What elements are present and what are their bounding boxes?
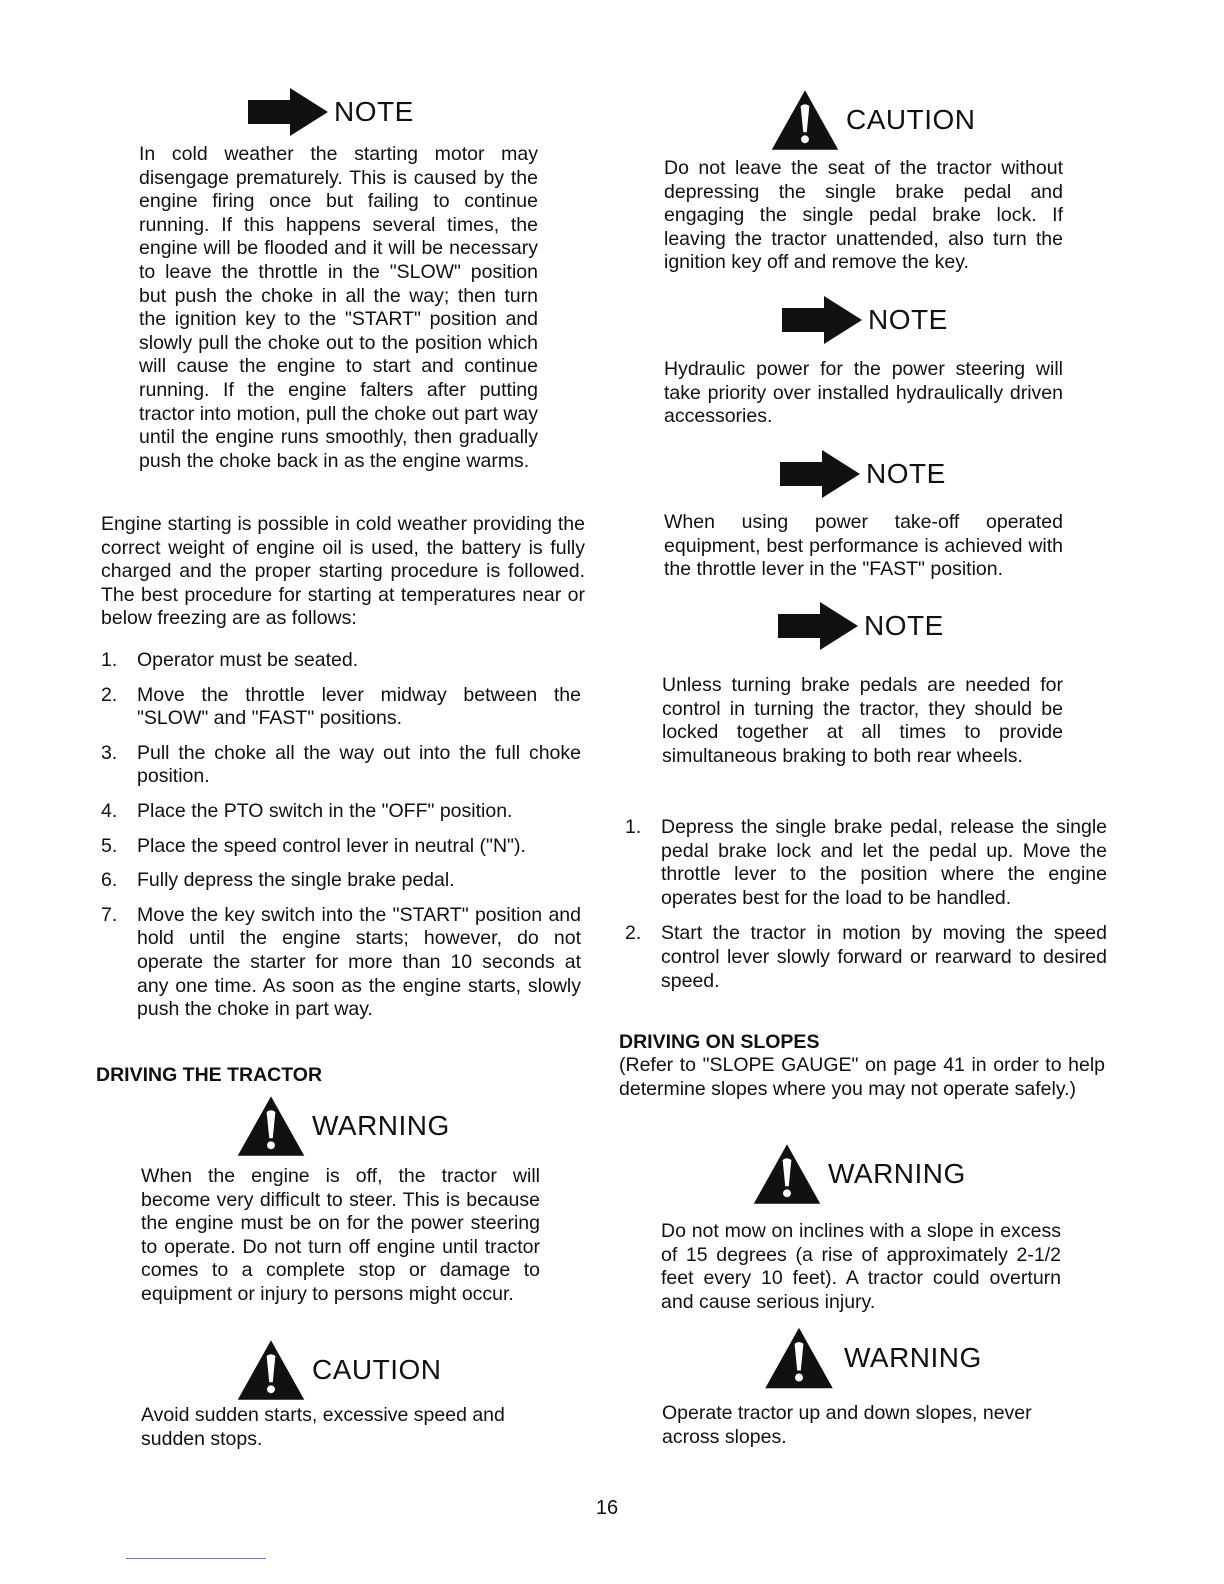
- list-item: 1. Depress the single brake pedal, release the single pedal brake lock and let the pedal up. Move the throttle lever to the position where the engine operates best for the load to be handled.: [625, 816, 1107, 909]
- note-label: NOTE: [864, 610, 944, 641]
- note-text-pto: When using power take-off operated equipment, best performance is achieved with the throttle lever in the "FAST" position.: [664, 511, 1063, 581]
- note-header-1: [248, 88, 414, 136]
- caution-text-seat: Do not leave the seat of the tractor without depressing the single brake pedal and engaging the single pedal brake lock. If leaving the tractor unattended, also turn the ignition key off and remove the key.: [664, 157, 1063, 274]
- arrow-icon: [782, 296, 862, 344]
- warning-label: WARNING: [312, 1110, 450, 1141]
- driving-slopes-heading: DRIVING ON SLOPES: [619, 1031, 820, 1053]
- footer-rule: [126, 1558, 266, 1559]
- list-item: 5. Place the speed control lever in neutral ("N").: [101, 834, 526, 857]
- list-item: 2. Start the tractor in motion by moving the speed control lever slowly forward or rearward to desired speed.: [625, 922, 1107, 992]
- arrow-icon: [248, 88, 328, 136]
- warning-header-3: [760, 1326, 982, 1390]
- list-item: 2. Move the throttle lever midway between the "SLOW" and "FAST" positions.: [101, 683, 581, 730]
- warning-text-inclines: Do not mow on inclines with a slope in excess of 15 degrees (a rise of approximately 2-1/2 feet every 10 feet). A tractor could overturn and cause serious injury.: [661, 1220, 1061, 1313]
- list-item: 3. Pull the choke all the way out into the full choke position.: [101, 741, 581, 788]
- warning-icon: [752, 1142, 822, 1206]
- warning-icon: [760, 1326, 838, 1390]
- caution-header-2: [236, 1338, 442, 1402]
- note-header-4: [778, 602, 944, 650]
- note-text-cold-weather: In cold weather the starting motor may disengage prematurely. This is caused by the engine firing once but failing to continue running. If this happens several times, the engine will be flooded and it will be necessary to leave the throttle in the "SLOW" position but push the choke in all the way; then turn the ignition key to the "START" position and slowly pull the choke out to the position which will cause the engine to start and continue running. If the engine falters after putting tractor into motion, pull the choke out part way until the engine runs smoothly, then gradually push the choke back in as the engine warms.: [139, 143, 538, 472]
- page-number: 16: [595, 1497, 619, 1519]
- caution-label: CAUTION: [312, 1354, 442, 1385]
- list-item: 6. Fully depress the single brake pedal.: [101, 869, 455, 892]
- warning-header-2: [752, 1142, 966, 1206]
- intro-paragraph: Engine starting is possible in cold weather providing the correct weight of engine oil is used, the battery is fully charged and the proper starting procedure is followed. The best procedure for starting at temperatures near or below freezing are as follows:: [101, 513, 585, 630]
- note-header-3: [780, 450, 946, 498]
- warning-text-steering: When the engine is off, the tractor will become very difficult to steer. This is because the engine must be on for the power steering to operate. Do not turn off engine until tractor comes to a complete stop or damage to equipment or injury to persons might occur.: [141, 1165, 540, 1305]
- note-text-hydraulic: Hydraulic power for the power steering will take priority over installed hydraulically driven accessories.: [664, 358, 1063, 428]
- note-text-brake-pedals: Unless turning brake pedals are needed for control in turning the tractor, they should be locked together at all times to provide simultaneous braking to both rear wheels.: [662, 674, 1063, 767]
- starting-steps-list: [101, 649, 581, 1022]
- arrow-icon: [780, 450, 860, 498]
- warning-text-slopes: Operate tractor up and down slopes, never across slopes.: [662, 1402, 1032, 1448]
- note-label: NOTE: [868, 304, 948, 335]
- list-item: 4. Place the PTO switch in the "OFF" position.: [101, 799, 513, 822]
- driving-tractor-heading: DRIVING THE TRACTOR: [96, 1064, 323, 1086]
- note-header-2: [782, 296, 948, 344]
- list-item: 7. Move the key switch into the "START" position and hold until the engine starts; however, do not operate the starter for more than 10 seconds at any one time. As soon as the engine starts, slowly push the choke in part way.: [101, 903, 581, 1021]
- note-label: NOTE: [334, 96, 414, 127]
- slopes-reference-text: (Refer to "SLOPE GAUGE" on page 41 in order to help determine slopes where you may not operate safely.): [619, 1054, 1105, 1100]
- caution-label: CAUTION: [846, 104, 976, 135]
- note-label: NOTE: [866, 458, 946, 489]
- arrow-icon: [778, 602, 858, 650]
- warning-label: WARNING: [828, 1158, 966, 1189]
- caution-header-1: [770, 88, 976, 152]
- caution-icon: [770, 88, 840, 152]
- warning-icon: [236, 1094, 306, 1158]
- caution-text-sudden-starts: Avoid sudden starts, excessive speed and sudden stops.: [141, 1404, 505, 1450]
- list-item: 1. Operator must be seated.: [101, 649, 359, 671]
- driving-steps-list: [625, 816, 1107, 993]
- caution-icon: [236, 1338, 306, 1402]
- warning-label: WARNING: [844, 1342, 982, 1373]
- warning-header-1: [236, 1094, 450, 1158]
